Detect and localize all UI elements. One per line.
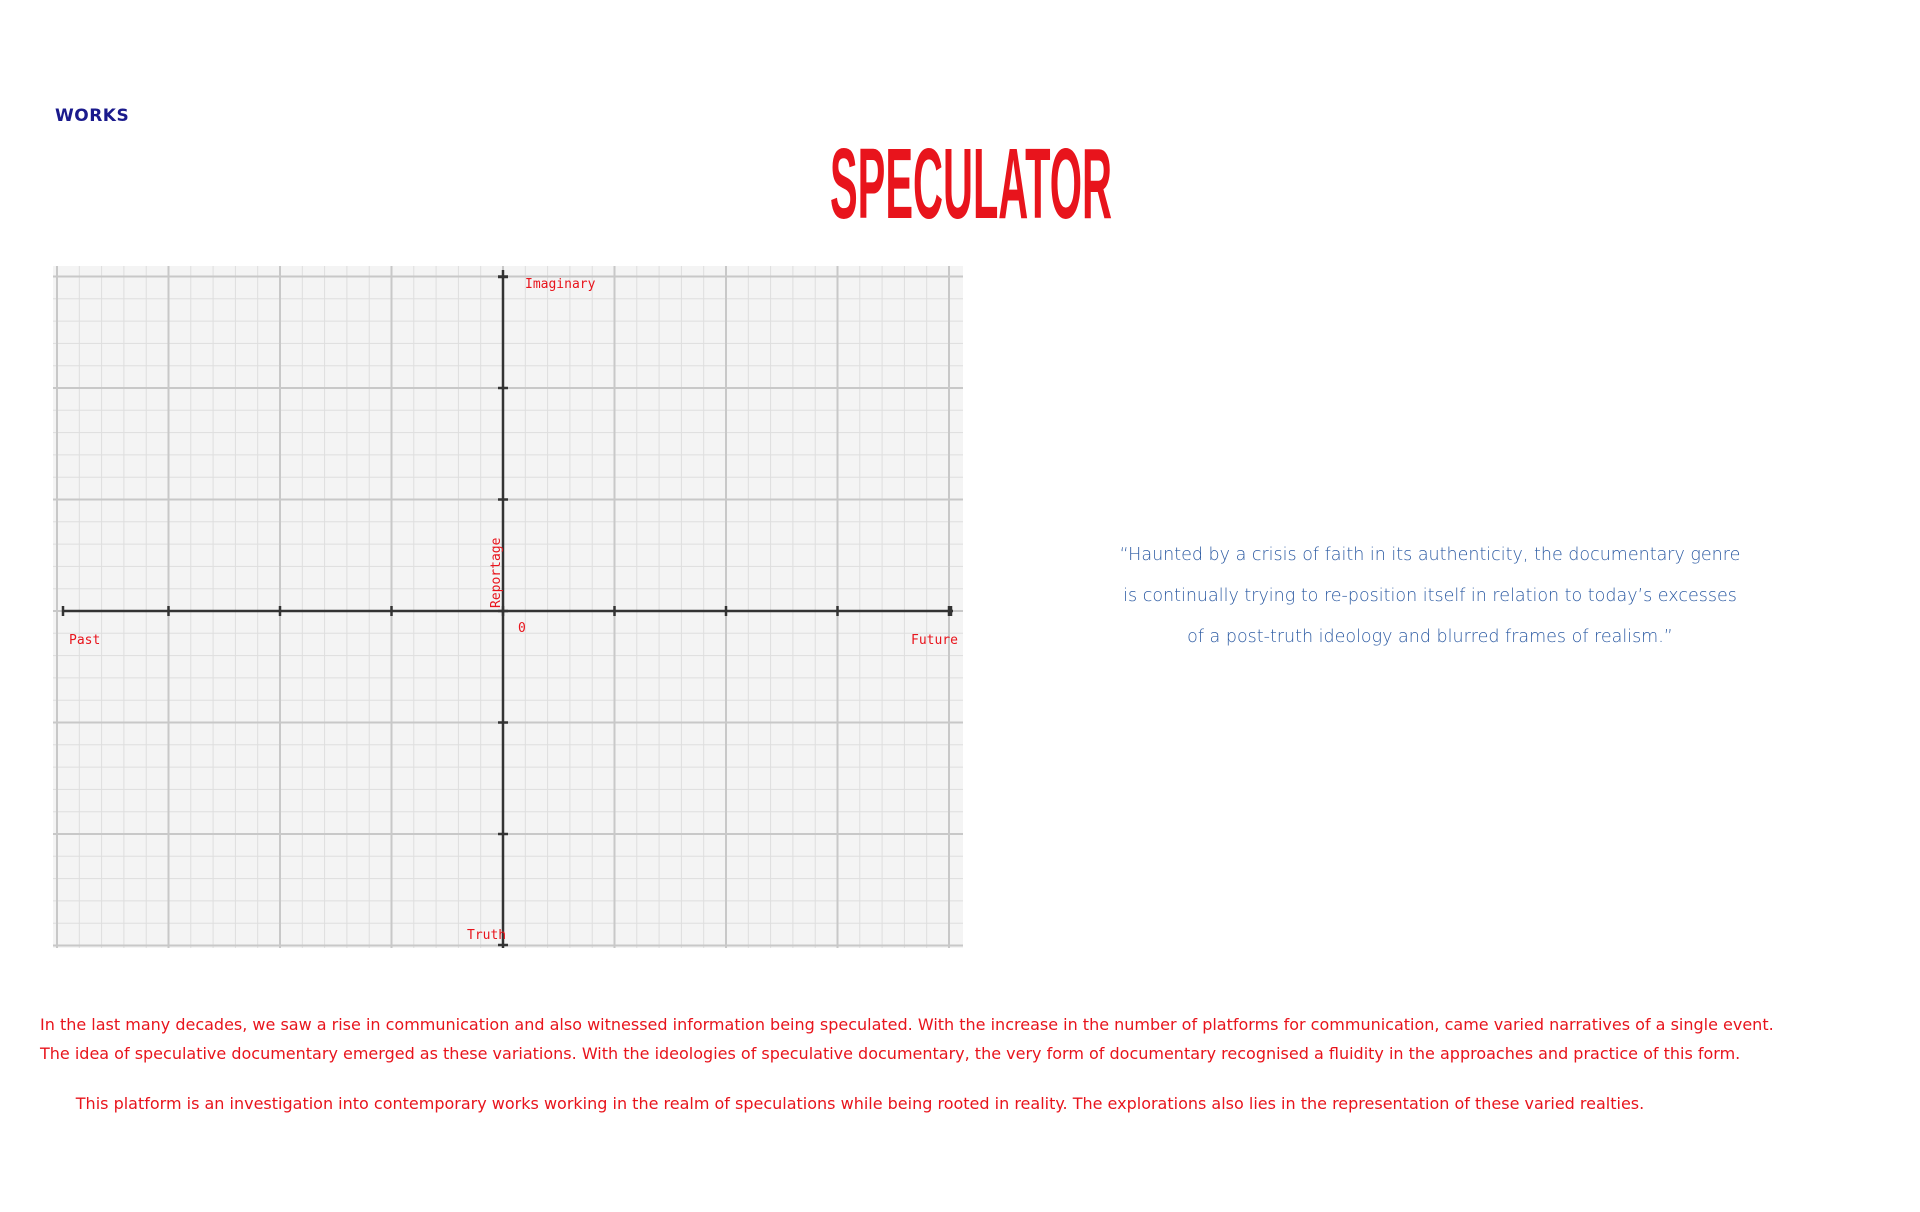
speculator-graph[interactable]: [53, 266, 963, 948]
graph-axes: [63, 270, 953, 948]
page-title-text: SPECULATOR: [830, 128, 1112, 240]
label-past: Past: [69, 633, 101, 648]
platform-line: This platform is an investigation into contemporary works working in the realm of speculations while being rooted in reality. The explorations also lies in the representation of these varied realties.: [75, 1094, 1645, 1113]
quote-line: of a post-truth ideology and blurred frames of realism.”: [1187, 627, 1673, 647]
label-reportage: Reportage: [489, 537, 504, 608]
label-truth: Truth: [467, 928, 507, 943]
grid-minor-lines: [53, 266, 963, 948]
intro-paragraph: [40, 1010, 1774, 1068]
nav-works-link[interactable]: WORKS: [55, 106, 130, 126]
grid-major-lines: [53, 266, 963, 948]
platform-paragraph: [40, 1089, 1680, 1118]
documentary-quote: [1080, 535, 1780, 658]
quote-line: “Haunted by a crisis of faith in its authenticity, the documentary genre: [1119, 545, 1741, 565]
label-origin: 0: [518, 621, 526, 636]
page-title: [826, 110, 1116, 240]
intro-line: The idea of speculative documentary emerged as these variations. With the ideologies of speculative documentary, the very form of documentary recognised a fluidity in the approaches and practice of this form.: [40, 1044, 1741, 1063]
intro-line: In the last many decades, we saw a rise in communication and also witnessed information being speculated. With the increase in the number of platforms for communication, came varied narratives of a single event.: [40, 1015, 1774, 1034]
label-future: Future: [911, 633, 958, 648]
graph-canvas[interactable]: [53, 266, 963, 948]
quote-line: is continually trying to re-position itself in relation to today’s excesses: [1123, 586, 1737, 606]
label-imaginary: Imaginary: [525, 277, 596, 292]
